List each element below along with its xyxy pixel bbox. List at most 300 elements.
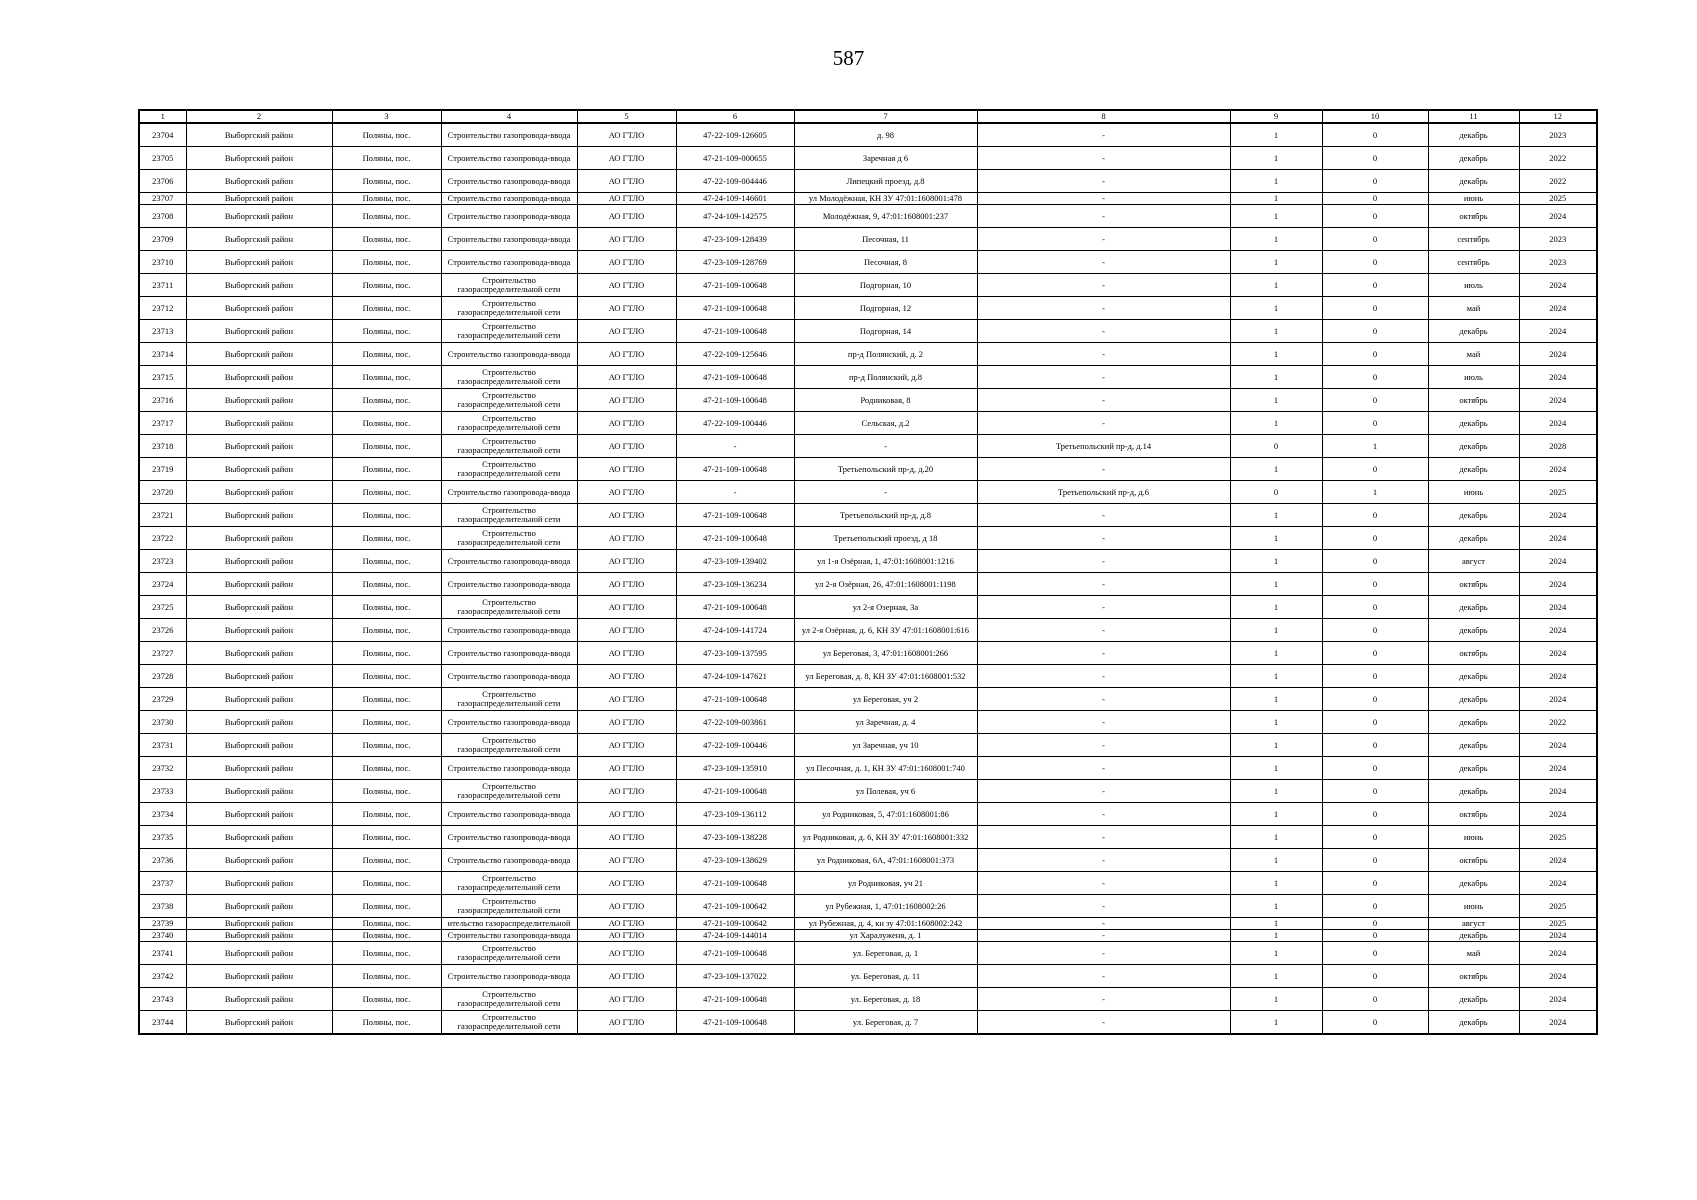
organization-cell: АО ГТЛО [577, 711, 676, 734]
row-number-cell: 23706 [139, 170, 186, 193]
row-number-cell: 23727 [139, 642, 186, 665]
year-cell: 2024 [1519, 458, 1597, 481]
alt-address-cell: - [977, 205, 1230, 228]
month-cell: октябрь [1428, 205, 1519, 228]
count-a-cell: 1 [1230, 596, 1322, 619]
count-a-cell: 1 [1230, 412, 1322, 435]
table-row [139, 665, 1597, 688]
organization-cell: АО ГТЛО [577, 895, 676, 918]
year-cell: 2024 [1519, 504, 1597, 527]
row-number-cell: 23720 [139, 481, 186, 504]
count-a-cell: 1 [1230, 665, 1322, 688]
count-b-cell: 0 [1322, 412, 1428, 435]
district-cell: Выборгский район [186, 665, 332, 688]
count-b-cell: 0 [1322, 895, 1428, 918]
column-header: 5 [577, 110, 676, 123]
year-cell: 2024 [1519, 734, 1597, 757]
district-cell: Выборгский район [186, 757, 332, 780]
settlement-cell: Поляны, пос. [332, 872, 441, 895]
code-cell: - [676, 481, 794, 504]
table-row [139, 988, 1597, 1011]
count-a-cell: 1 [1230, 205, 1322, 228]
count-a-cell: 1 [1230, 619, 1322, 642]
count-b-cell: 0 [1322, 573, 1428, 596]
address-cell: ул 1-я Озёрная, 1, 47:01:1608001:1216 [794, 550, 977, 573]
settlement-cell: Поляны, пос. [332, 504, 441, 527]
count-b-cell: 0 [1322, 780, 1428, 803]
district-cell: Выборгский район [186, 504, 332, 527]
count-a-cell: 1 [1230, 895, 1322, 918]
count-b-cell: 1 [1322, 435, 1428, 458]
work-type-cell: Строительство газораспределительной сети [441, 297, 577, 320]
work-type-cell: Строительство газораспределительной сети [441, 366, 577, 389]
settlement-cell: Поляны, пос. [332, 895, 441, 918]
row-number-cell: 23736 [139, 849, 186, 872]
address-cell: ул Береговая, 3, 47:01:1608001:266 [794, 642, 977, 665]
count-b-cell: 0 [1322, 147, 1428, 170]
code-cell: 47-23-109-128439 [676, 228, 794, 251]
year-cell: 2024 [1519, 757, 1597, 780]
alt-address-cell: - [977, 389, 1230, 412]
code-cell: 47-23-109-135910 [676, 757, 794, 780]
row-number-cell: 23716 [139, 389, 186, 412]
district-cell: Выборгский район [186, 550, 332, 573]
district-cell: Выборгский район [186, 642, 332, 665]
address-cell: ул Родниковая, д. 6, КН ЗУ 47:01:1608001:332 [794, 826, 977, 849]
work-type-cell: Строительство газопровода-ввода [441, 193, 577, 205]
table-row [139, 435, 1597, 458]
alt-address-cell: - [977, 193, 1230, 205]
address-cell: Молодёжная, 9, 47:01:1608001:237 [794, 205, 977, 228]
year-cell: 2024 [1519, 205, 1597, 228]
column-header: 3 [332, 110, 441, 123]
count-b-cell: 0 [1322, 504, 1428, 527]
address-cell: ул. Береговая, д. 7 [794, 1011, 977, 1035]
month-cell: декабрь [1428, 688, 1519, 711]
count-b-cell: 0 [1322, 274, 1428, 297]
address-cell: Песочная, 11 [794, 228, 977, 251]
column-header: 11 [1428, 110, 1519, 123]
settlement-cell: Поляны, пос. [332, 642, 441, 665]
table-row [139, 780, 1597, 803]
code-cell: 47-22-109-125646 [676, 343, 794, 366]
column-header: 1 [139, 110, 186, 123]
count-a-cell: 1 [1230, 573, 1322, 596]
settlement-cell: Поляны, пос. [332, 297, 441, 320]
month-cell: август [1428, 918, 1519, 930]
table-row [139, 274, 1597, 297]
settlement-cell: Поляны, пос. [332, 274, 441, 297]
district-cell: Выборгский район [186, 918, 332, 930]
alt-address-cell: - [977, 228, 1230, 251]
table-row [139, 228, 1597, 251]
count-a-cell: 1 [1230, 170, 1322, 193]
count-b-cell: 0 [1322, 366, 1428, 389]
row-number-cell: 23710 [139, 251, 186, 274]
district-cell: Выборгский район [186, 297, 332, 320]
count-b-cell: 0 [1322, 251, 1428, 274]
month-cell: июнь [1428, 481, 1519, 504]
year-cell: 2024 [1519, 872, 1597, 895]
count-b-cell: 0 [1322, 320, 1428, 343]
district-cell: Выборгский район [186, 228, 332, 251]
year-cell: 2024 [1519, 389, 1597, 412]
count-a-cell: 1 [1230, 780, 1322, 803]
work-type-cell: Строительство газораспределительной сети [441, 274, 577, 297]
settlement-cell: Поляны, пос. [332, 458, 441, 481]
row-number-cell: 23730 [139, 711, 186, 734]
count-a-cell: 1 [1230, 1011, 1322, 1035]
month-cell: сентябрь [1428, 228, 1519, 251]
alt-address-cell: - [977, 147, 1230, 170]
settlement-cell: Поляны, пос. [332, 147, 441, 170]
work-type-cell: Строительство газопровода-ввода [441, 665, 577, 688]
code-cell: 47-22-109-004446 [676, 170, 794, 193]
organization-cell: АО ГТЛО [577, 435, 676, 458]
organization-cell: АО ГТЛО [577, 942, 676, 965]
address-cell: Заречная д 6 [794, 147, 977, 170]
work-type-cell: ительство газораспределительной [441, 918, 577, 930]
organization-cell: АО ГТЛО [577, 596, 676, 619]
district-cell: Выборгский район [186, 780, 332, 803]
district-cell: Выборгский район [186, 826, 332, 849]
month-cell: май [1428, 942, 1519, 965]
count-b-cell: 0 [1322, 642, 1428, 665]
code-cell: 47-21-109-100648 [676, 988, 794, 1011]
organization-cell: АО ГТЛО [577, 550, 676, 573]
code-cell: 47-23-109-137595 [676, 642, 794, 665]
settlement-cell: Поляны, пос. [332, 481, 441, 504]
alt-address-cell: - [977, 665, 1230, 688]
table-body [139, 123, 1597, 1034]
month-cell: декабрь [1428, 170, 1519, 193]
organization-cell: АО ГТЛО [577, 619, 676, 642]
table-row [139, 481, 1597, 504]
month-cell: декабрь [1428, 780, 1519, 803]
year-cell: 2024 [1519, 780, 1597, 803]
row-number-cell: 23712 [139, 297, 186, 320]
district-cell: Выборгский район [186, 205, 332, 228]
work-type-cell: Строительство газораспределительной сети [441, 942, 577, 965]
row-number-cell: 23719 [139, 458, 186, 481]
work-type-cell: Строительство газопровода-ввода [441, 619, 577, 642]
count-a-cell: 1 [1230, 274, 1322, 297]
year-cell: 2025 [1519, 193, 1597, 205]
year-cell: 2024 [1519, 849, 1597, 872]
district-cell: Выборгский район [186, 734, 332, 757]
code-cell: - [676, 435, 794, 458]
row-number-cell: 23729 [139, 688, 186, 711]
count-b-cell: 0 [1322, 688, 1428, 711]
organization-cell: АО ГТЛО [577, 849, 676, 872]
alt-address-cell: - [977, 366, 1230, 389]
year-cell: 2022 [1519, 170, 1597, 193]
year-cell: 2025 [1519, 918, 1597, 930]
district-cell: Выборгский район [186, 251, 332, 274]
code-cell: 47-23-109-137022 [676, 965, 794, 988]
settlement-cell: Поляны, пос. [332, 757, 441, 780]
alt-address-cell: - [977, 930, 1230, 942]
settlement-cell: Поляны, пос. [332, 550, 441, 573]
district-cell: Выборгский район [186, 193, 332, 205]
month-cell: июль [1428, 274, 1519, 297]
work-type-cell: Строительство газопровода-ввода [441, 481, 577, 504]
month-cell: декабрь [1428, 734, 1519, 757]
month-cell: декабрь [1428, 504, 1519, 527]
row-number-cell: 23728 [139, 665, 186, 688]
settlement-cell: Поляны, пос. [332, 734, 441, 757]
month-cell: июнь [1428, 193, 1519, 205]
column-header: 2 [186, 110, 332, 123]
row-number-cell: 23725 [139, 596, 186, 619]
count-a-cell: 1 [1230, 123, 1322, 147]
code-cell: 47-24-109-141724 [676, 619, 794, 642]
address-cell: ул. Береговая, д. 1 [794, 942, 977, 965]
code-cell: 47-21-109-100642 [676, 895, 794, 918]
code-cell: 47-22-109-003861 [676, 711, 794, 734]
alt-address-cell: - [977, 619, 1230, 642]
alt-address-cell: - [977, 988, 1230, 1011]
column-header: 10 [1322, 110, 1428, 123]
organization-cell: АО ГТЛО [577, 965, 676, 988]
table-row [139, 366, 1597, 389]
count-b-cell: 0 [1322, 711, 1428, 734]
work-type-cell: Строительство газораспределительной сети [441, 872, 577, 895]
settlement-cell: Поляны, пос. [332, 123, 441, 147]
month-cell: декабрь [1428, 596, 1519, 619]
row-number-cell: 23707 [139, 193, 186, 205]
work-type-cell: Строительство газопровода-ввода [441, 550, 577, 573]
count-a-cell: 1 [1230, 918, 1322, 930]
district-cell: Выборгский район [186, 527, 332, 550]
work-type-cell: Строительство газопровода-ввода [441, 123, 577, 147]
district-cell: Выборгский район [186, 170, 332, 193]
year-cell: 2024 [1519, 930, 1597, 942]
year-cell: 2024 [1519, 297, 1597, 320]
address-cell: ул. Береговая, д. 18 [794, 988, 977, 1011]
work-type-cell: Строительство газопровода-ввода [441, 170, 577, 193]
table-row [139, 251, 1597, 274]
row-number-cell: 23718 [139, 435, 186, 458]
organization-cell: АО ГТЛО [577, 665, 676, 688]
count-a-cell: 1 [1230, 849, 1322, 872]
organization-cell: АО ГТЛО [577, 343, 676, 366]
organization-cell: АО ГТЛО [577, 504, 676, 527]
count-a-cell: 0 [1230, 435, 1322, 458]
table-row [139, 550, 1597, 573]
count-a-cell: 1 [1230, 711, 1322, 734]
row-number-cell: 23737 [139, 872, 186, 895]
count-b-cell: 0 [1322, 826, 1428, 849]
code-cell: 47-23-109-138629 [676, 849, 794, 872]
count-a-cell: 1 [1230, 228, 1322, 251]
settlement-cell: Поляны, пос. [332, 527, 441, 550]
settlement-cell: Поляны, пос. [332, 665, 441, 688]
table-row [139, 826, 1597, 849]
count-b-cell: 0 [1322, 550, 1428, 573]
address-cell: Песочная, 8 [794, 251, 977, 274]
alt-address-cell: - [977, 757, 1230, 780]
work-type-cell: Строительство газораспределительной сети [441, 527, 577, 550]
month-cell: декабрь [1428, 757, 1519, 780]
address-cell: ул Родниковая, 5, 47:01:1608001:86 [794, 803, 977, 826]
year-cell: 2028 [1519, 435, 1597, 458]
address-cell: ул 2-я Озёрная, 26, 47:01:1608001:1198 [794, 573, 977, 596]
month-cell: декабрь [1428, 147, 1519, 170]
alt-address-cell: - [977, 274, 1230, 297]
count-b-cell: 0 [1322, 757, 1428, 780]
count-b-cell: 0 [1322, 343, 1428, 366]
year-cell: 2024 [1519, 274, 1597, 297]
row-number-cell: 23724 [139, 573, 186, 596]
code-cell: 47-23-109-136234 [676, 573, 794, 596]
month-cell: декабрь [1428, 320, 1519, 343]
count-b-cell: 0 [1322, 596, 1428, 619]
count-a-cell: 1 [1230, 458, 1322, 481]
row-number-cell: 23740 [139, 930, 186, 942]
count-b-cell: 0 [1322, 918, 1428, 930]
month-cell: октябрь [1428, 642, 1519, 665]
organization-cell: АО ГТЛО [577, 147, 676, 170]
district-cell: Выборгский район [186, 872, 332, 895]
district-cell: Выборгский район [186, 930, 332, 942]
year-cell: 2024 [1519, 942, 1597, 965]
month-cell: декабрь [1428, 527, 1519, 550]
count-a-cell: 1 [1230, 688, 1322, 711]
month-cell: октябрь [1428, 389, 1519, 412]
code-cell: 47-21-109-100648 [676, 780, 794, 803]
settlement-cell: Поляны, пос. [332, 573, 441, 596]
month-cell: декабрь [1428, 435, 1519, 458]
row-number-cell: 23733 [139, 780, 186, 803]
settlement-cell: Поляны, пос. [332, 918, 441, 930]
year-cell: 2022 [1519, 147, 1597, 170]
count-a-cell: 1 [1230, 320, 1322, 343]
address-cell: ул 2-я Озёрная, д. 6, КН ЗУ 47:01:1608001:616 [794, 619, 977, 642]
table-row [139, 389, 1597, 412]
count-a-cell: 1 [1230, 930, 1322, 942]
organization-cell: АО ГТЛО [577, 458, 676, 481]
count-b-cell: 0 [1322, 193, 1428, 205]
organization-cell: АО ГТЛО [577, 389, 676, 412]
table-row [139, 918, 1597, 930]
address-cell: Третьепольский проезд, д 18 [794, 527, 977, 550]
settlement-cell: Поляны, пос. [332, 193, 441, 205]
alt-address-cell: - [977, 297, 1230, 320]
table-row [139, 343, 1597, 366]
alt-address-cell: - [977, 780, 1230, 803]
row-number-cell: 23709 [139, 228, 186, 251]
code-cell: 47-21-109-100648 [676, 274, 794, 297]
settlement-cell: Поляны, пос. [332, 780, 441, 803]
work-type-cell: Строительство газопровода-ввода [441, 343, 577, 366]
code-cell: 47-24-109-146601 [676, 193, 794, 205]
code-cell: 47-24-109-147621 [676, 665, 794, 688]
count-b-cell: 0 [1322, 849, 1428, 872]
count-b-cell: 0 [1322, 665, 1428, 688]
table-row [139, 596, 1597, 619]
month-cell: октябрь [1428, 965, 1519, 988]
district-cell: Выборгский район [186, 849, 332, 872]
table-row [139, 170, 1597, 193]
address-cell: ул Береговая, д. 8, КН ЗУ 47:01:1608001:532 [794, 665, 977, 688]
count-a-cell: 1 [1230, 734, 1322, 757]
district-cell: Выборгский район [186, 688, 332, 711]
address-cell: Подгорная, 10 [794, 274, 977, 297]
count-b-cell: 0 [1322, 803, 1428, 826]
organization-cell: АО ГТЛО [577, 918, 676, 930]
code-cell: 47-23-109-128769 [676, 251, 794, 274]
year-cell: 2024 [1519, 343, 1597, 366]
column-header: 8 [977, 110, 1230, 123]
year-cell: 2024 [1519, 665, 1597, 688]
work-type-cell: Строительство газораспределительной сети [441, 389, 577, 412]
alt-address-cell: - [977, 688, 1230, 711]
table-row [139, 412, 1597, 435]
year-cell: 2025 [1519, 826, 1597, 849]
column-header: 6 [676, 110, 794, 123]
alt-address-cell: - [977, 320, 1230, 343]
row-number-cell: 23708 [139, 205, 186, 228]
code-cell: 47-21-109-100642 [676, 918, 794, 930]
work-type-cell: Строительство газопровода-ввода [441, 642, 577, 665]
alt-address-cell: - [977, 504, 1230, 527]
organization-cell: АО ГТЛО [577, 573, 676, 596]
district-cell: Выборгский район [186, 366, 332, 389]
organization-cell: АО ГТЛО [577, 780, 676, 803]
year-cell: 2024 [1519, 965, 1597, 988]
address-cell: ул 2-я Озерная, 3а [794, 596, 977, 619]
work-type-cell: Строительство газораспределительной сети [441, 688, 577, 711]
month-cell: декабрь [1428, 123, 1519, 147]
year-cell: 2025 [1519, 895, 1597, 918]
count-a-cell: 1 [1230, 826, 1322, 849]
settlement-cell: Поляны, пос. [332, 205, 441, 228]
district-cell: Выборгский район [186, 711, 332, 734]
organization-cell: АО ГТЛО [577, 170, 676, 193]
count-a-cell: 1 [1230, 504, 1322, 527]
code-cell: 47-22-109-100446 [676, 734, 794, 757]
settlement-cell: Поляны, пос. [332, 228, 441, 251]
address-cell: Липецкий проезд, д.8 [794, 170, 977, 193]
settlement-cell: Поляны, пос. [332, 412, 441, 435]
code-cell: 47-21-109-100648 [676, 527, 794, 550]
table-row [139, 123, 1597, 147]
work-type-cell: Строительство газораспределительной сети [441, 596, 577, 619]
row-number-cell: 23735 [139, 826, 186, 849]
organization-cell: АО ГТЛО [577, 320, 676, 343]
row-number-cell: 23744 [139, 1011, 186, 1035]
alt-address-cell: - [977, 170, 1230, 193]
count-a-cell: 1 [1230, 366, 1322, 389]
work-type-cell: Строительство газопровода-ввода [441, 711, 577, 734]
row-number-cell: 23705 [139, 147, 186, 170]
district-cell: Выборгский район [186, 123, 332, 147]
address-cell: д. 98 [794, 123, 977, 147]
table-header [139, 110, 1597, 123]
row-number-cell: 23732 [139, 757, 186, 780]
address-cell: ул Полевая, уч 6 [794, 780, 977, 803]
address-cell: Подгорная, 14 [794, 320, 977, 343]
work-type-cell: Строительство газораспределительной сети [441, 988, 577, 1011]
organization-cell: АО ГТЛО [577, 688, 676, 711]
alt-address-cell: - [977, 942, 1230, 965]
work-type-cell: Строительство газопровода-ввода [441, 251, 577, 274]
count-a-cell: 1 [1230, 988, 1322, 1011]
count-a-cell: 1 [1230, 527, 1322, 550]
code-cell: 47-21-109-100648 [676, 596, 794, 619]
settlement-cell: Поляны, пос. [332, 803, 441, 826]
